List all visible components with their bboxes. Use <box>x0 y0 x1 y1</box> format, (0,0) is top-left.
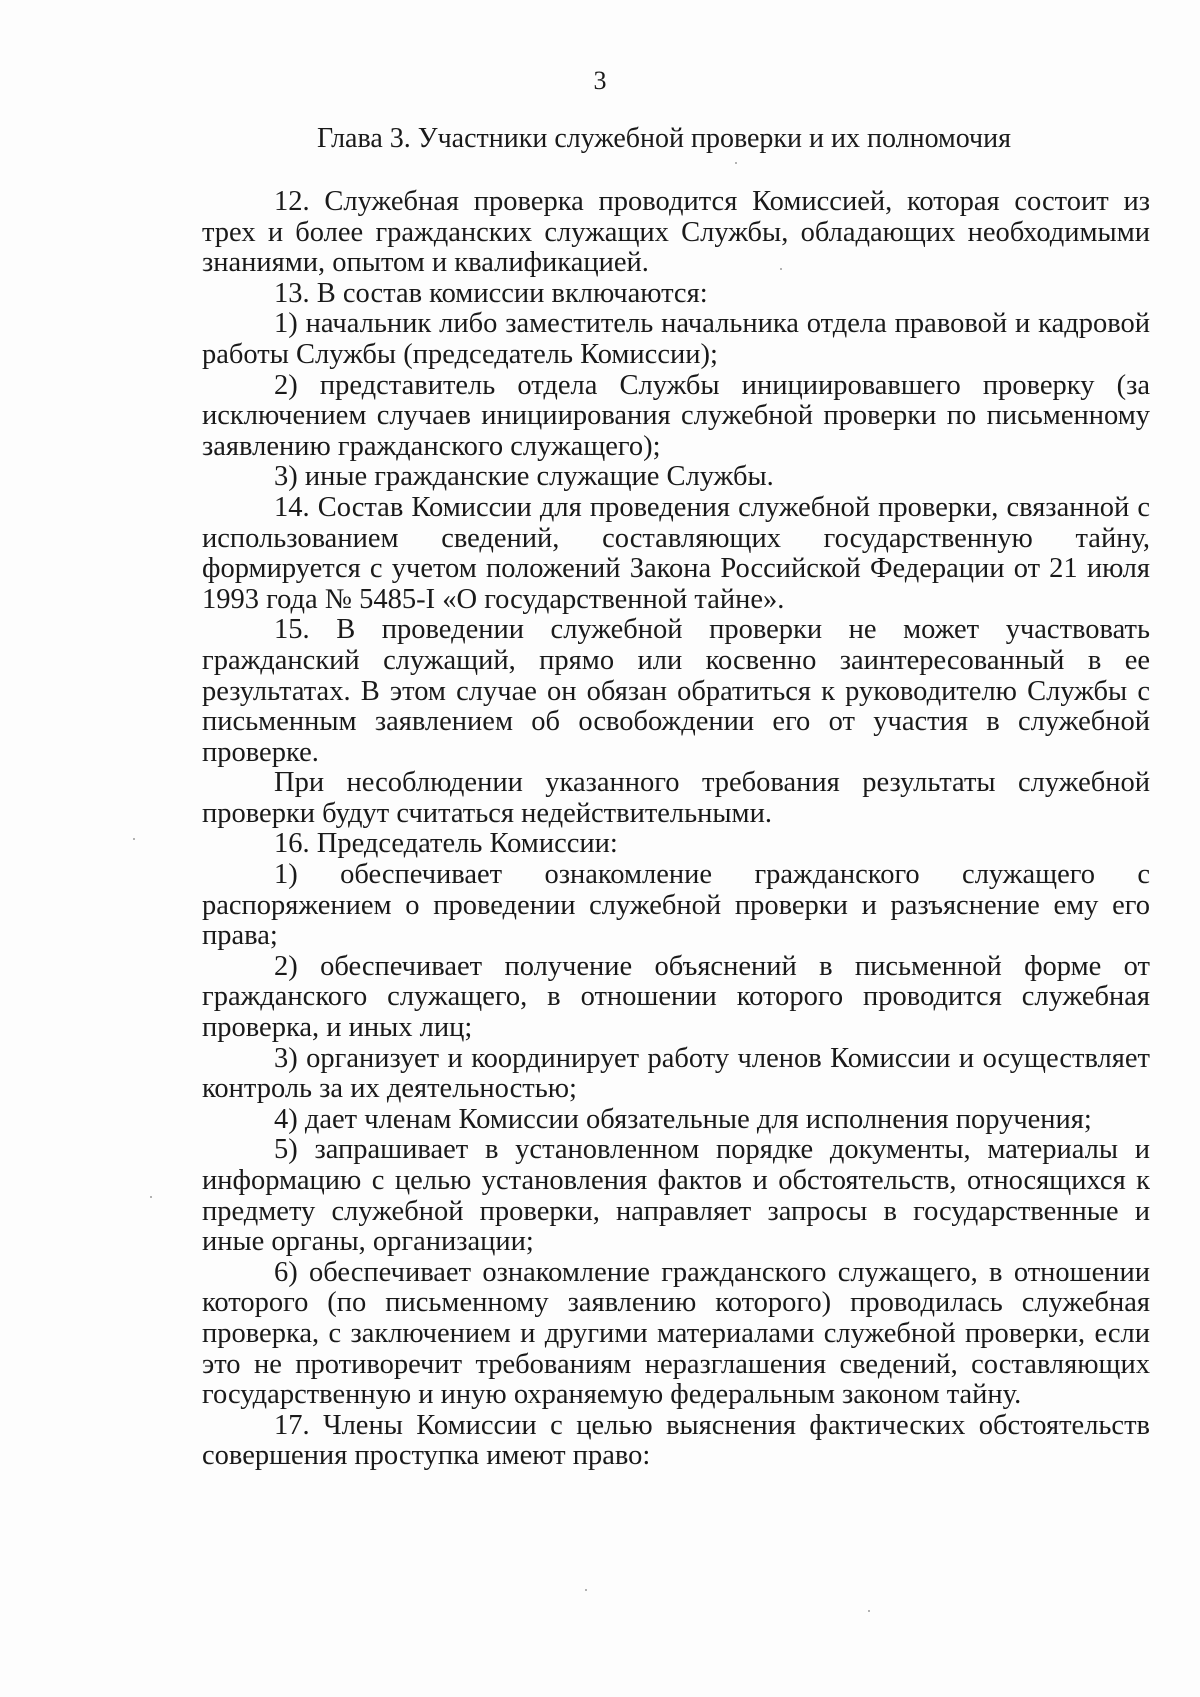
paragraph-13-item-3: 3) иные гражданские служащие Службы. <box>274 461 774 493</box>
paragraph-15: 15. В проведении служебной проверки не может участвовать гражданский служащий, прямо или косвенно заинтересованный в ее результатах. В этом случае он обязан обратиться к руководителю Службы с письменным заявлением об освобождении его от участия в служебной проверке. <box>202 614 1150 768</box>
paragraph-16: 16. Председатель Комиссии: <box>274 828 618 860</box>
paragraph-12: 12. Служебная проверка проводится Комиссией, которая состоит из трех и более гражданских служащих Службы, обладающих необходимыми знаниями, опытом и квалификацией. <box>202 186 1150 279</box>
paragraph-13: 13. В состав комиссии включаются: <box>274 277 708 309</box>
paragraph-16-item-4: 4) дает членам Комиссии обязательные для исполнения поручения; <box>274 1103 1092 1135</box>
paragraph-16-item-5: 5) запрашивает в установленном порядке документы, материалы и информацию с целью установления фактов и обстоятельств, относящихся к предмету служебной проверки, направляет запросы в государственные и иные органы, организации; <box>202 1134 1150 1258</box>
chapter-title: Глава 3. Участники служебной проверки и их полномочия <box>317 123 1011 154</box>
scan-speck <box>735 162 737 164</box>
body-text <box>202 187 1150 1472</box>
scan-speck <box>150 1196 152 1198</box>
paragraph-13-item-2: 2) представитель отдела Службы инициировавшего проверку (за исключением случаев инициирования служебной проверки по письменному заявлению гражданского служащего); <box>202 369 1150 462</box>
paragraph-17: 17. Члены Комиссии с целью выяснения фактических обстоятельств совершения проступка имеют право: <box>202 1409 1150 1472</box>
paragraph-16-item-6: 6) обеспечивает ознакомление гражданского служащего, в отношении которого (по письменному заявлению которого) проводилась служебная проверка, с заключением и другими материалами служебной проверки, если это не противоречит требованиям неразглашения сведений, составляющих государственную и иную охраняемую федеральным законом тайну. <box>202 1256 1150 1411</box>
scan-speck <box>868 1610 870 1612</box>
paragraph-13-item-1: 1) начальник либо заместитель начальника отдела правовой и кадровой работы Службы (председатель Комиссии); <box>202 308 1150 370</box>
paragraph-16-item-3: 3) организует и координирует работу членов Комиссии и осуществляет контроль за их деятельностью; <box>202 1042 1150 1105</box>
paragraph-15-note: При несоблюдении указанного требования результаты служебной проверки будут считаться недействительными. <box>202 767 1150 829</box>
paragraph-16-item-1: 1) обеспечивает ознакомление гражданского служащего с распоряжением о проведении служебной проверки и разъяснение ему его права; <box>202 859 1150 952</box>
paragraph-16-item-2: 2) обеспечивает получение объяснений в письменной форме от гражданского служащего, в отношении которого проводится служебная проверка, и иных лиц; <box>202 950 1150 1044</box>
page-number: 3 <box>593 66 607 95</box>
scan-speck <box>780 268 782 270</box>
paragraph-14: 14. Состав Комиссии для проведения служебной проверки, связанной с использованием сведений, составляющих государственную тайну, формируется с учетом положений Закона Российской Федерации от 21 июля 1993 года № 5485-I «О государственной тайне». <box>202 491 1150 615</box>
scan-speck <box>585 1589 587 1591</box>
scan-speck <box>133 838 135 840</box>
